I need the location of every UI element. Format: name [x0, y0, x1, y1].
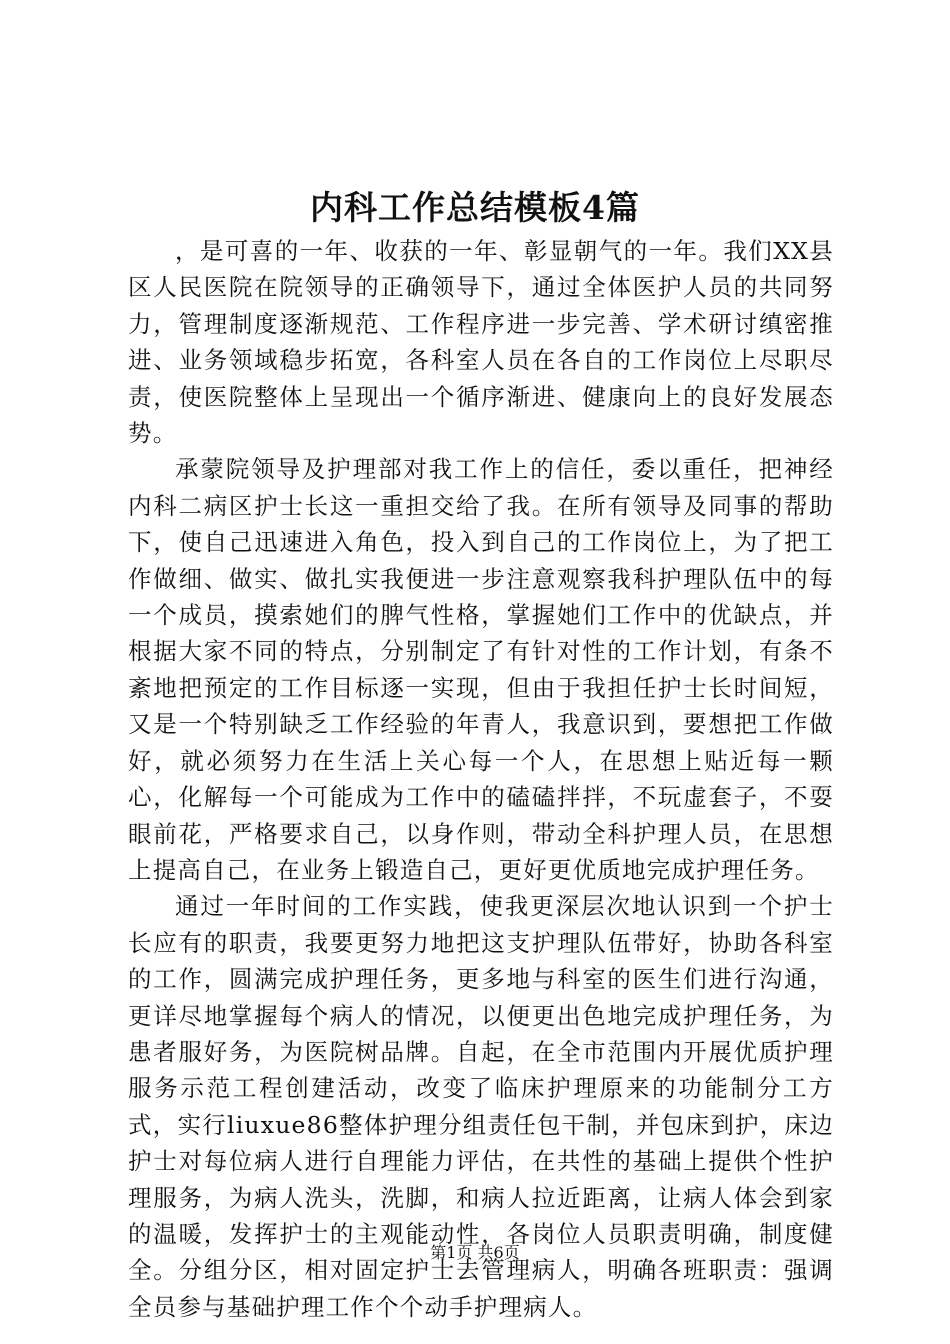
document-title: 内科工作总结模板4篇 [310, 188, 640, 227]
page-number-footer: 第1页 共6页 [430, 1243, 520, 1262]
paragraph-2: 承蒙院领导及护理部对我工作上的信任，委以重任，把神经内科二病区护士长这一重担交给了我。在所有领导及同事的帮助下，使自己迅速进入角色，投入到自己的工作岗位上，为了把工作做细、做实、做扎实我便进一步注意观察我科护理队伍中的每一个成员，摸索她们的脾气性格，掌握她们工作中的优缺点，并根据大家不同的特点，分别制定了有针对性的工作计划，有条不紊地把预定的工作目标逐一实现，但由于我担任护士长时间短，又是一个特别缺乏工作经验的年青人，我意识到，要想把工作做好，就必须努力在生活上关心每一个人，在思想上贴近每一颗心，化解每一个可能成为工作中的磕磕拌拌，不玩虚套子，不耍眼前花，严格要求自己，以身作则，带动全科护理人员，在思想上提高自己，在业务上锻造自己，更好更优质地完成护理任务。 [128, 455, 834, 884]
paragraph-3: 通过一年时间的工作实践，使我更深层次地认识到一个护士长应有的职责，我要更努力地把这支护理队伍带好，协助各科室的工作，圆满完成护理任务，更多地与科室的医生们进行沟通，更详尽地掌握每个病人的情况，以便更出色地完成护理任务，为患者服好务，为医院树品牌。自起，在全市范围内开展优质护理服务示范工程创建活动，改变了临床护理原来的功能制分工方式，实行liuxue86整体护理分组责任包干制，并包床到护，床边护士对每位病人进行自理能力评估，在共性的基础上提供个性护理服务，为病人洗头，洗脚，和病人拉近距离，让病人体会到家的温暖，发挥护士的主观能动性，各岗位人员职责明确，制度健全。分组分区，相对固定护士去管理病人，明确各班职责：强调全员参与基础护理工作个个动手护理病人。 [128, 892, 834, 1321]
document-body [128, 233, 834, 1325]
paragraph-1: ，是可喜的一年、收获的一年、彰显朝气的一年。我们XX县区人民医院在院领导的正确领导下，通过全体医护人员的共同努力，管理制度逐渐规范、工作程序进一步完善、学术研讨缜密推进、业务领域稳步拓宽，各科室人员在各自的工作岗位上尽职尽责，使医院整体上呈现出一个循序渐进、健康向上的良好发展态势。 [128, 237, 834, 448]
